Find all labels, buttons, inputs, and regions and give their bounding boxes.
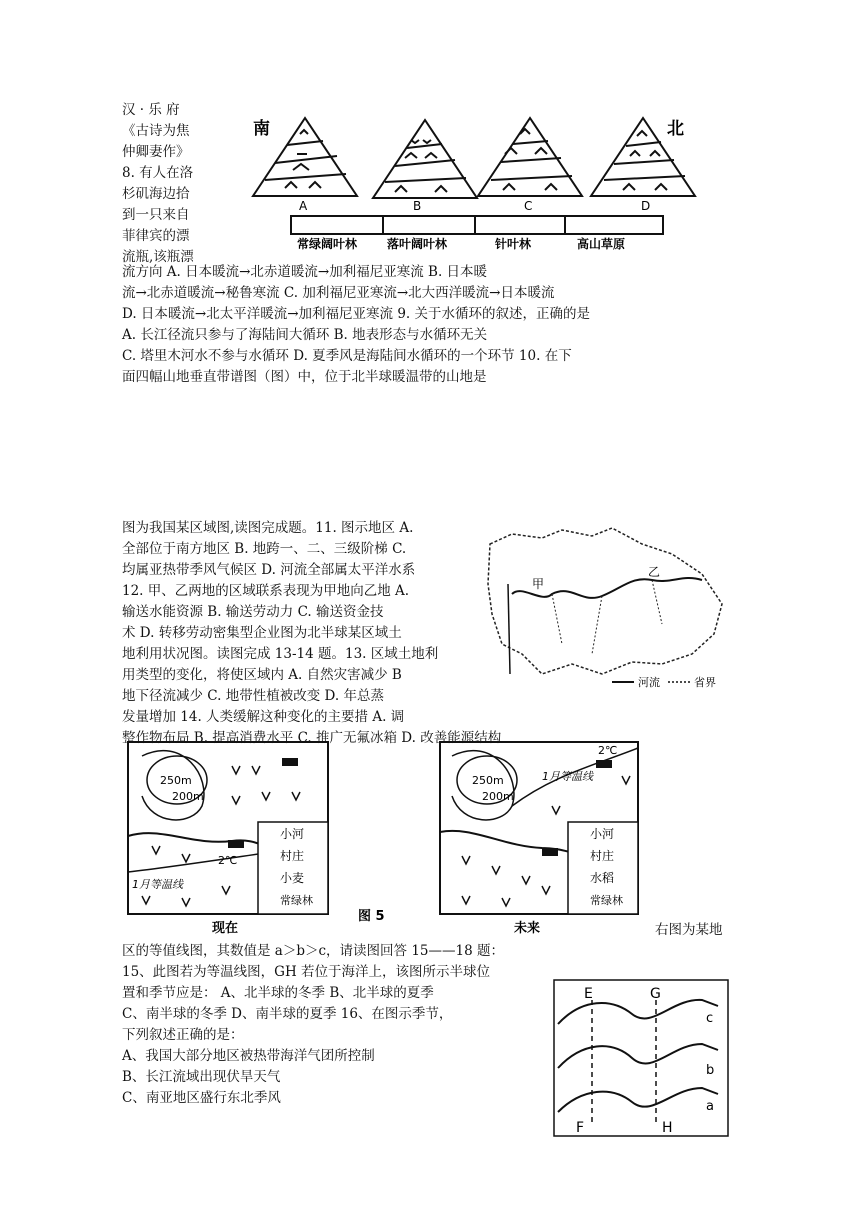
label-b: b xyxy=(706,1063,715,1078)
legend-evergreen: 常绿林 xyxy=(280,894,313,907)
label-g: G xyxy=(650,986,661,1002)
mountain-zonation-figure xyxy=(245,108,715,250)
crop-marks xyxy=(142,766,630,906)
text-line: 15、此图若为等温线图，GH 若位于海洋上，该图所示半球位 xyxy=(122,964,491,980)
caption-now: 现在 xyxy=(212,921,239,936)
legend-wheat: 小麦 xyxy=(280,871,305,885)
legend-evergreen: 常绿林 xyxy=(590,894,623,907)
label-h: H xyxy=(662,1120,673,1136)
label-jia: 甲 xyxy=(532,577,545,591)
text-line: 流→北赤道暖流→秘鲁寒流 C. 加利福尼亚寒流→北大西洋暖流→日本暖流 xyxy=(122,285,555,301)
text-line: 术 D. 转移劳动密集型企业图为北半球某区域土 xyxy=(122,625,402,641)
text-line: 整作物布局 B. 提高消费水平 C. 推广无氟冰箱 D. 改善能源结构 xyxy=(122,730,502,746)
label-250m: 250m xyxy=(160,774,192,787)
legend-stream: 小河 xyxy=(280,827,305,841)
legend-stream: 小河 xyxy=(590,827,615,841)
text-line: 图为我国某区域图,读图完成题。11. 图示地区 A. xyxy=(122,520,414,536)
text-line: 区的等值线图，其数值是 a＞b＞c，请读图回答 15——18 题： xyxy=(122,943,504,959)
text-right-caption: 右图为某地 xyxy=(655,922,723,938)
zone-legend xyxy=(291,216,663,234)
label-isotherm: 1月等温线 xyxy=(542,770,593,783)
label-200m: 200m xyxy=(172,790,204,803)
label-a: a xyxy=(706,1099,714,1114)
label-c: C xyxy=(524,199,533,213)
text-line: 到一只来自 xyxy=(122,207,190,223)
label-yi: 乙 xyxy=(648,565,661,579)
text-line: 菲律宾的漂 xyxy=(122,228,190,244)
text-line: 发量增加 14. 人类缓解这种变化的主要措 A. 调 xyxy=(122,709,405,725)
label-e: E xyxy=(584,986,593,1002)
text-line: 12. 甲、乙两地的区域联系表现为甲地向乙地 A. xyxy=(122,583,410,599)
text-line: A. 长江径流只参与了海陆间大循环 B. 地表形态与水循环无关 xyxy=(122,327,488,343)
text-line: C. 塔里木河水不参与水循环 D. 夏季风是海陆间水循环的一个环节 10. 在下 xyxy=(122,348,572,364)
province-border xyxy=(488,528,722,674)
text-line: A、我国大部分地区被热带海洋气团所控制 xyxy=(122,1048,375,1064)
mountain-c xyxy=(478,118,582,196)
label-c: c xyxy=(706,1011,714,1026)
village-marker xyxy=(542,848,558,856)
legend-deciduous: 落叶阔叶林 xyxy=(387,237,448,250)
figure-5-land-use xyxy=(122,736,642,938)
text-line: 地下径流减少 C. 地带性植被改变 D. 年总蒸 xyxy=(122,688,384,704)
legend-village: 村庄 xyxy=(280,849,305,863)
label-b: B xyxy=(413,199,422,213)
text-line: 《古诗为焦 xyxy=(122,123,190,139)
text-line: C、南半球的冬季 D、南半球的夏季 16、在图示季节， xyxy=(122,1006,453,1022)
label-f: F xyxy=(576,1120,585,1136)
label-2c: 2℃ xyxy=(598,744,618,757)
legend-conifer: 针叶林 xyxy=(495,237,532,250)
text-line: 仲卿妻作》 xyxy=(122,144,190,160)
village-marker xyxy=(228,840,244,848)
text-line: 输送水能资源 B. 输送劳动力 C. 输送资金技 xyxy=(122,604,384,620)
label-d: D xyxy=(641,199,651,213)
label-2c: 2℃ xyxy=(218,854,238,867)
legend-border: 省界 xyxy=(694,676,716,689)
stream xyxy=(128,833,272,848)
legend-river: 河流 xyxy=(638,676,660,689)
legend-village: 村庄 xyxy=(590,849,615,863)
text-line: 面四幅山地垂直带谱图（图）中，位于北半球暖温带的山地是 xyxy=(122,369,487,385)
text-line: 用类型的变化，将使区域内 A. 自然灾害减少 B xyxy=(122,667,402,683)
label-200m: 200m xyxy=(482,790,514,803)
stream xyxy=(440,831,582,854)
label-south: 南 xyxy=(253,119,270,139)
label-250m: 250m xyxy=(472,774,504,787)
legend-rice: 水稻 xyxy=(590,871,615,885)
village-marker xyxy=(596,760,612,768)
legend-evergreen: 常绿阔叶林 xyxy=(297,237,358,250)
text-line: 杉矶海边拾 xyxy=(122,186,190,202)
text-line: D. 日本暖流→北太平洋暖流→加利福尼亚寒流 9. 关于水循环的叙述，正确的是 xyxy=(122,306,591,322)
caption-fig5: 图 5 xyxy=(358,909,385,924)
legend-alpine: 高山草原 xyxy=(577,237,626,250)
isoline-figure xyxy=(552,978,730,1138)
region-map-figure xyxy=(482,524,736,694)
text-line: 下列叙述正确的是： xyxy=(122,1027,244,1043)
text-line: 置和季节应是： A、北半球的冬季 B、北半球的夏季 xyxy=(122,985,434,1001)
label-a: A xyxy=(299,199,308,213)
river xyxy=(508,584,510,674)
text-line: 流方向 A. 日本暖流→北赤道暖流→加利福尼亚寒流 B. 日本暖 xyxy=(122,264,488,280)
label-isotherm: 1月等温线 xyxy=(132,878,183,891)
text-line: 汉 · 乐 府 xyxy=(122,102,180,118)
text-line: 地利用状况图。读图完成 13-14 题。13. 区域土地利 xyxy=(122,646,439,662)
text-line: 流瓶,该瓶漂 xyxy=(122,249,194,265)
mountain-b xyxy=(373,120,477,198)
text-line: B、长江流域出现伏旱天气 xyxy=(122,1069,281,1085)
label-north: 北 xyxy=(667,119,684,139)
text-line: 8. 有人在洛 xyxy=(122,165,194,181)
text-line: 均属亚热带季风气候区 D. 河流全部属太平洋水系 xyxy=(122,562,416,578)
caption-future: 未来 xyxy=(514,921,541,936)
text-line: C、南亚地区盛行东北季风 xyxy=(122,1090,281,1106)
village-marker xyxy=(282,758,298,766)
text-line: 全部位于南方地区 B. 地跨一、二、三级阶梯 C. xyxy=(122,541,407,557)
